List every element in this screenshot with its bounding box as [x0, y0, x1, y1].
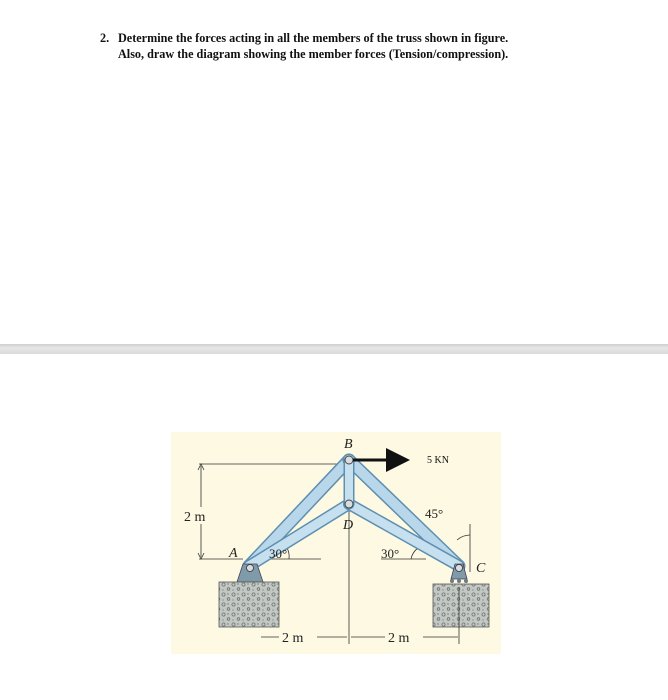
ground-a: [219, 582, 279, 627]
truss-figure: [171, 432, 501, 654]
angle-45-label: 45°: [425, 506, 444, 521]
question-line-1-text: Determine the forces acting in all the members of the truss shown in figure.: [118, 31, 509, 45]
truss-diagram: [171, 432, 501, 654]
height-label: 2 m: [184, 510, 206, 525]
joint-d-pin: [345, 500, 353, 508]
roller-wheels: [450, 579, 468, 583]
page-top: [0, 0, 668, 344]
question-line-1: [100, 30, 640, 46]
joint-b-pin: [345, 456, 353, 464]
question-line-2: Also, draw the diagram showing the member forces (Tension/compression).: [118, 47, 509, 61]
joint-b-label: B: [344, 437, 353, 452]
angle-left-label: 30°: [269, 546, 288, 561]
question-number: 2.: [100, 31, 110, 45]
span-right-label: 2 m: [388, 631, 410, 646]
joint-a-pin: [247, 565, 254, 572]
joint-c-label: C: [476, 561, 486, 576]
question-text: [100, 30, 640, 62]
joint-c-pin: [456, 565, 463, 572]
joint-a-label: A: [229, 546, 238, 561]
load-label: 5 KN: [427, 455, 449, 466]
ground-c: [433, 584, 489, 627]
angle-right-label: 30°: [381, 546, 400, 561]
span-left-label: 2 m: [282, 631, 304, 646]
joint-d-label: D: [343, 518, 354, 533]
page-divider: [0, 344, 668, 354]
